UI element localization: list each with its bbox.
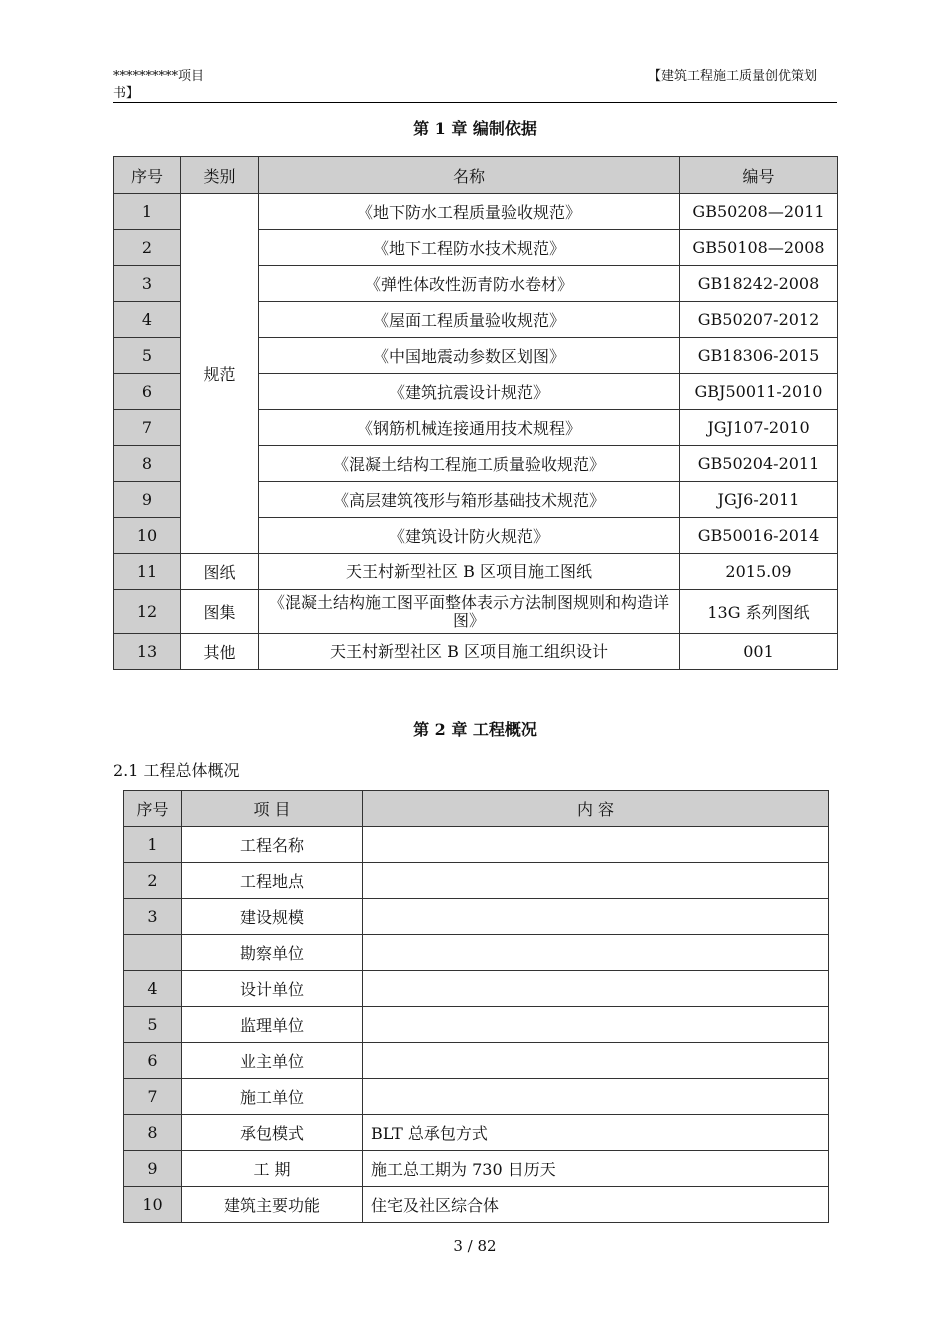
table-row xyxy=(124,1115,829,1151)
chapter1-title: 第 1 章 编制依据 xyxy=(413,119,537,138)
name-cell: 《建筑设计防火规范》 xyxy=(259,518,680,554)
row-number: 3 xyxy=(124,899,182,935)
content-cell xyxy=(363,827,829,863)
name-cell: 《混凝土结构工程施工质量验收规范》 xyxy=(259,446,680,482)
content-cell xyxy=(363,899,829,935)
code-cell: GB50208—2011 xyxy=(680,194,838,230)
item-cell: 承包模式 xyxy=(182,1115,363,1151)
category-cell: 图纸 xyxy=(181,554,259,590)
table-row xyxy=(114,554,838,590)
table-row xyxy=(114,634,838,670)
row-number: 1 xyxy=(124,827,182,863)
table-row xyxy=(114,590,838,634)
item-cell: 监理单位 xyxy=(182,1007,363,1043)
category-cell: 规范 xyxy=(181,194,259,554)
table-row xyxy=(124,971,829,1007)
code-cell: 2015.09 xyxy=(680,554,838,590)
page-number: 3 / 82 xyxy=(453,1237,497,1255)
item-cell: 勘察单位 xyxy=(182,935,363,971)
category-cell: 其他 xyxy=(181,634,259,670)
table-row xyxy=(124,899,829,935)
chapter2-title: 第 2 章 工程概况 xyxy=(413,720,537,739)
name-cell: 天王村新型社区 B 区项目施工图纸 xyxy=(259,554,680,590)
table-row xyxy=(124,1187,829,1223)
name-cell: 《地下防水工程质量验收规范》 xyxy=(259,194,680,230)
name-cell: 《屋面工程质量验收规范》 xyxy=(259,302,680,338)
table-row xyxy=(114,194,838,230)
content-cell: 住宅及社区综合体 xyxy=(363,1187,829,1223)
code-cell: 001 xyxy=(680,634,838,670)
name-cell: 《建筑抗震设计规范》 xyxy=(259,374,680,410)
category-cell: 图集 xyxy=(181,590,259,634)
table-row xyxy=(124,863,829,899)
code-cell: 13G 系列图纸 xyxy=(680,590,838,634)
code-cell: GB18242-2008 xyxy=(680,266,838,302)
row-number xyxy=(124,935,182,971)
table-header-row xyxy=(114,157,838,194)
header-right: 【建筑工程施工质量创优策划 xyxy=(647,69,817,84)
table-row xyxy=(124,1151,829,1187)
row-number: 10 xyxy=(124,1187,182,1223)
code-cell: GB50016-2014 xyxy=(680,518,838,554)
code-cell: GB50207-2012 xyxy=(680,302,838,338)
row-number: 4 xyxy=(114,302,181,338)
table-row xyxy=(124,827,829,863)
col-header-name: 名称 xyxy=(259,157,680,194)
name-cell: 《地下工程防水技术规范》 xyxy=(259,230,680,266)
table-row xyxy=(124,1079,829,1115)
overview-table xyxy=(123,790,829,1223)
code-cell: GBJ50011-2010 xyxy=(680,374,838,410)
header-left xyxy=(113,68,204,102)
content-cell xyxy=(363,1043,829,1079)
row-number: 3 xyxy=(114,266,181,302)
table-row xyxy=(124,1043,829,1079)
row-number: 8 xyxy=(124,1115,182,1151)
content-cell xyxy=(363,1007,829,1043)
col-header-content: 内 容 xyxy=(363,791,829,827)
section-title: 2.1 工程总体概况 xyxy=(113,761,240,780)
name-cell: 《高层建筑筏形与箱形基础技术规范》 xyxy=(259,482,680,518)
row-number: 7 xyxy=(124,1079,182,1115)
name-cell: 《中国地震动参数区划图》 xyxy=(259,338,680,374)
col-header-item: 项 目 xyxy=(182,791,363,827)
row-number: 12 xyxy=(114,590,181,634)
code-cell: JGJ6-2011 xyxy=(680,482,838,518)
name-cell: 《弹性体改性沥青防水卷材》 xyxy=(259,266,680,302)
item-cell: 施工单位 xyxy=(182,1079,363,1115)
table-row xyxy=(124,1007,829,1043)
item-cell: 建筑主要功能 xyxy=(182,1187,363,1223)
code-cell: GB18306-2015 xyxy=(680,338,838,374)
col-header-no: 序号 xyxy=(114,157,181,194)
col-header-code: 编号 xyxy=(680,157,838,194)
name-cell: 《钢筋机械连接通用技术规程》 xyxy=(259,410,680,446)
content-cell xyxy=(363,1079,829,1115)
content-cell xyxy=(363,935,829,971)
row-number: 7 xyxy=(114,410,181,446)
code-cell: GB50204-2011 xyxy=(680,446,838,482)
table-row xyxy=(124,935,829,971)
row-number: 9 xyxy=(124,1151,182,1187)
row-number: 6 xyxy=(124,1043,182,1079)
row-number: 5 xyxy=(124,1007,182,1043)
item-cell: 工 期 xyxy=(182,1151,363,1187)
row-number: 2 xyxy=(114,230,181,266)
row-number: 4 xyxy=(124,971,182,1007)
header-left-line1: **********项目 xyxy=(113,69,205,84)
row-number: 13 xyxy=(114,634,181,670)
basis-table xyxy=(113,156,838,670)
row-number: 10 xyxy=(114,518,181,554)
name-cell: 天王村新型社区 B 区项目施工组织设计 xyxy=(259,634,680,670)
table-header-row xyxy=(124,791,829,827)
item-cell: 设计单位 xyxy=(182,971,363,1007)
row-number: 2 xyxy=(124,863,182,899)
row-number: 11 xyxy=(114,554,181,590)
header-left-line2: 书】 xyxy=(113,86,140,101)
col-header-category: 类别 xyxy=(181,157,259,194)
row-number: 1 xyxy=(114,194,181,230)
item-cell: 业主单位 xyxy=(182,1043,363,1079)
row-number: 6 xyxy=(114,374,181,410)
header-divider xyxy=(113,102,837,103)
col-header-no: 序号 xyxy=(124,791,182,827)
content-cell: BLT 总承包方式 xyxy=(363,1115,829,1151)
name-cell: 《混凝土结构施工图平面整体表示方法制图规则和构造详图》 xyxy=(259,590,680,634)
content-cell: 施工总工期为 730 日历天 xyxy=(363,1151,829,1187)
item-cell: 工程名称 xyxy=(182,827,363,863)
item-cell: 工程地点 xyxy=(182,863,363,899)
content-cell xyxy=(363,971,829,1007)
row-number: 5 xyxy=(114,338,181,374)
row-number: 8 xyxy=(114,446,181,482)
code-cell: GB50108—2008 xyxy=(680,230,838,266)
item-cell: 建设规模 xyxy=(182,899,363,935)
row-number: 9 xyxy=(114,482,181,518)
content-cell xyxy=(363,863,829,899)
code-cell: JGJ107-2010 xyxy=(680,410,838,446)
